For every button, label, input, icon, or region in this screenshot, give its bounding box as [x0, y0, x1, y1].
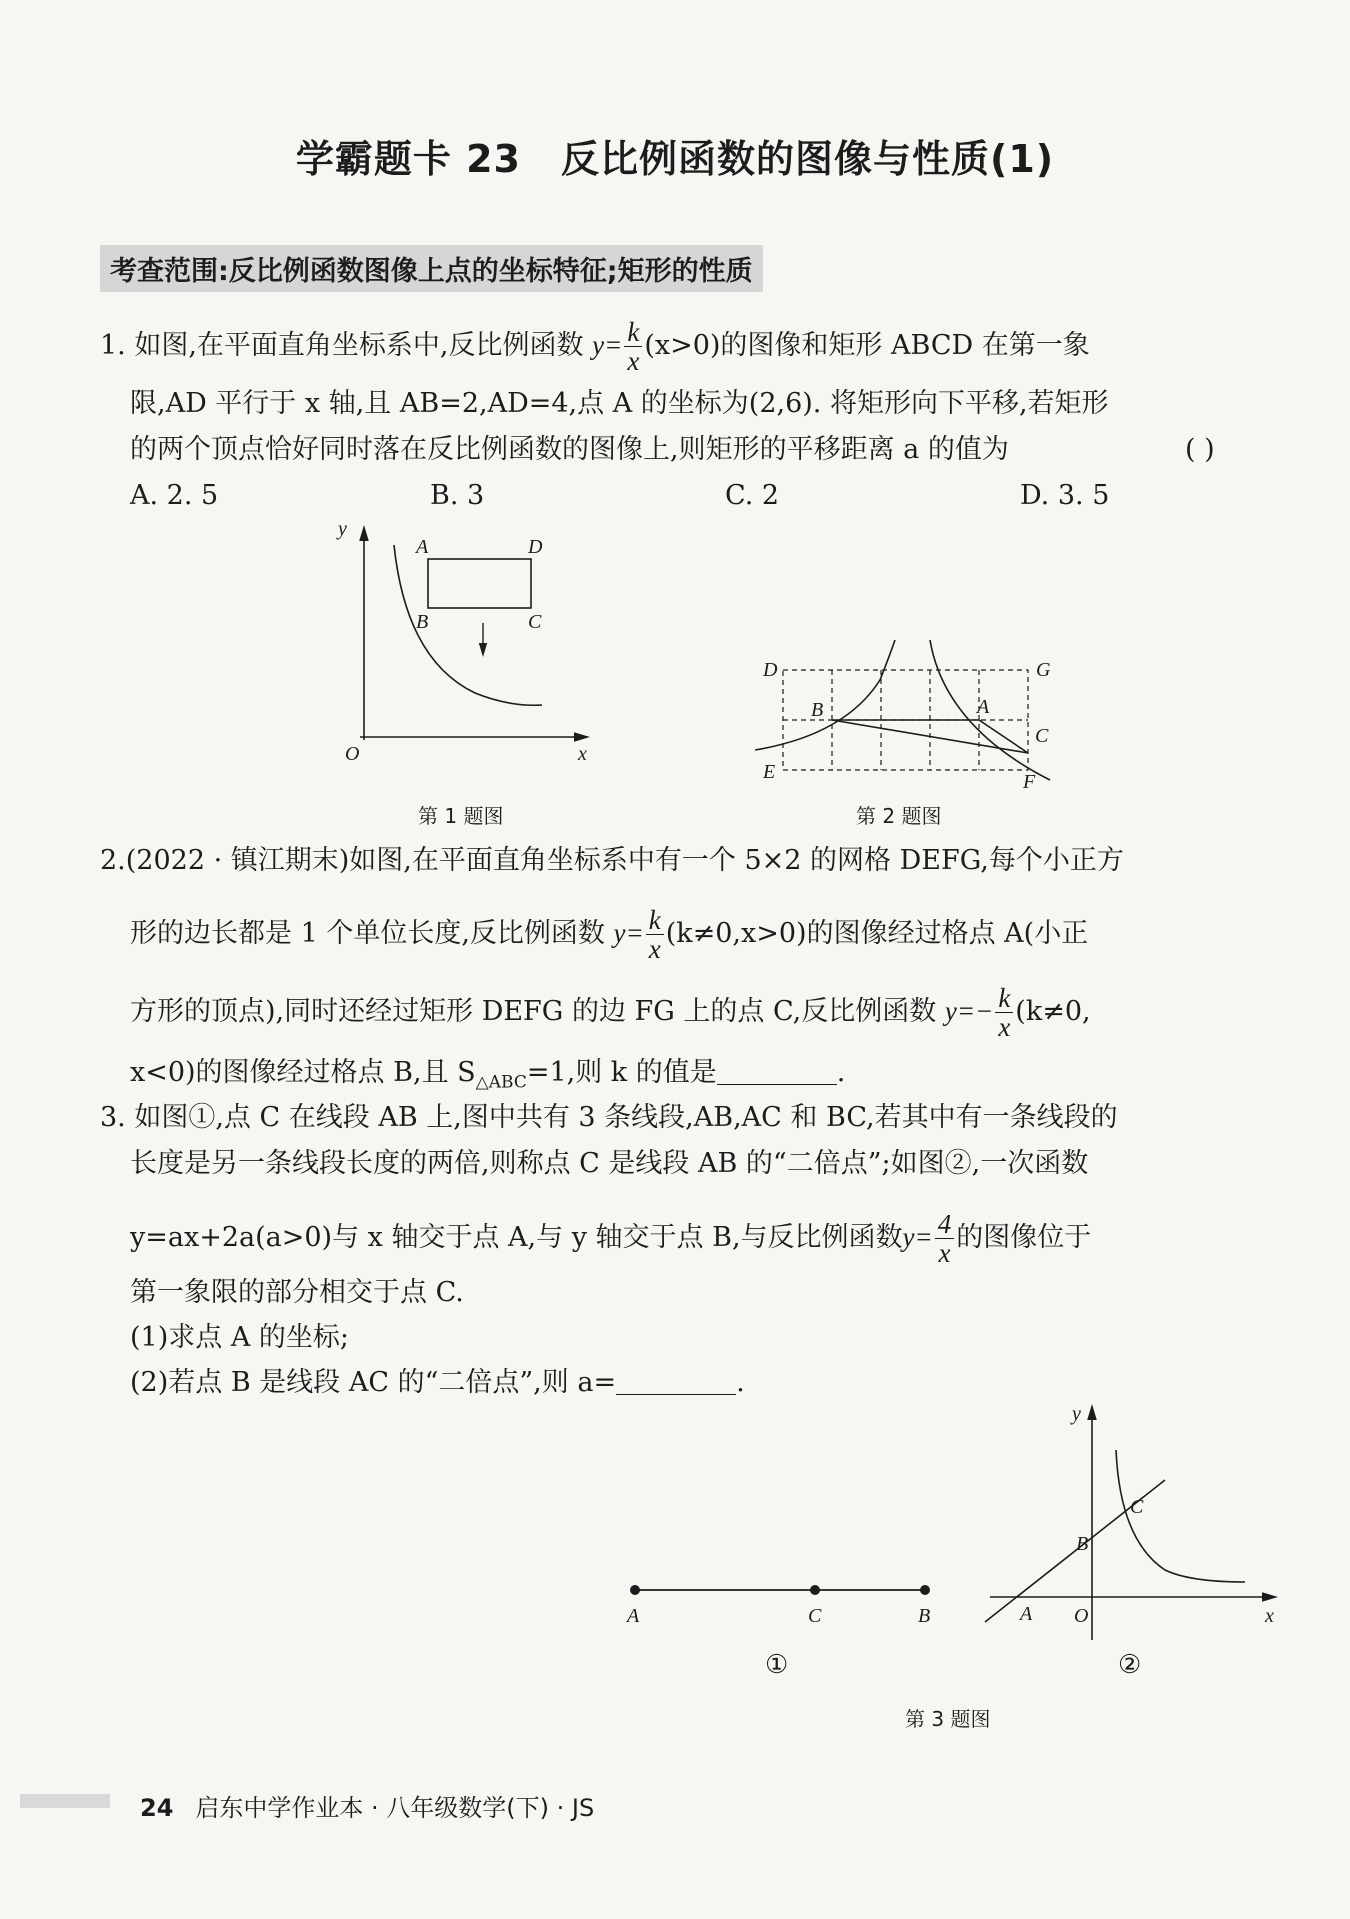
q2-line2: 形的边长都是 1 个单位长度,反比例函数 y= $\frac{k}{x}$ (k≠0,x>0)的图像经过格点 A(小正 [130, 905, 1089, 964]
q1-fraction: $\frac{k}{x}$ [624, 318, 642, 375]
svg-text:C: C [808, 1605, 822, 1627]
q1-answer-bracket: ( ) [1185, 434, 1215, 465]
q1-option-d: D. 3. 5 [1020, 480, 1110, 511]
q1-option-a: A. 2. 5 [130, 480, 219, 511]
svg-text:B: B [416, 611, 429, 633]
page-number: 24 [140, 1794, 174, 1822]
fig3-sub-2: ② [1118, 1650, 1142, 1680]
left-hyperbola [755, 640, 895, 750]
svg-text:B: B [918, 1605, 931, 1627]
q3-part1: (1)求点 A 的坐标; [130, 1322, 350, 1353]
point-a [630, 1585, 640, 1595]
svg-text:O: O [1074, 1605, 1089, 1627]
q1-line3: 的两个顶点恰好同时落在反比例函数的图像上,则矩形的平移距离 a 的值为 [130, 434, 1009, 465]
q3-line3: y=ax+2a(a>0)与 x 轴交于点 A,与 y 轴交于点 B,与反比例函数y= $\frac{4}{x}$ 的图像位于 [130, 1209, 1092, 1268]
svg-text:D: D [763, 659, 778, 681]
svg-text:x: x [1265, 1605, 1274, 1627]
svg-text:C: C [1130, 1496, 1144, 1518]
svg-text:y: y [338, 518, 347, 540]
scope-banner: 考查范围:反比例函数图像上点的坐标特征;矩形的性质 [100, 245, 763, 292]
svg-text:B: B [1076, 1533, 1089, 1555]
right-hyperbola [930, 640, 1050, 780]
svg-text:A: A [416, 536, 429, 558]
page-title [0, 128, 1350, 183]
point-b [920, 1585, 930, 1595]
svg-text:A: A [1020, 1603, 1033, 1625]
q1-line2: 限,AD 平行于 x 轴,且 AB=2,AD=4,点 A 的坐标为(2,6). 将矩形向下平移,若矩形 [130, 388, 1109, 419]
fig3-caption: 第 3 题图 [905, 1707, 991, 1731]
book-title: 启东中学作业本 · 八年级数学(下) · JS [195, 1794, 595, 1822]
q2-line3: 方形的顶点),同时还经过矩形 DEFG 的边 FG 上的点 C,反比例函数 y=− $\frac{k}{x}$ (k≠0, [130, 983, 1091, 1042]
svg-text:D: D [528, 536, 543, 558]
footer [140, 1788, 594, 1823]
svg-text:A: A [627, 1605, 640, 1627]
figure-2 [755, 640, 1065, 790]
fig3-sub-1: ① [765, 1650, 789, 1680]
svg-text:B: B [811, 699, 824, 721]
q2-line4: x<0)的图像经过格点 B,且 $S_{\triangle ABC}=1$,则 k 的值是 . [130, 1057, 846, 1093]
q3-part2: (2)若点 B 是线段 AC 的“二倍点”,则 a= . [130, 1367, 745, 1398]
q3-answer-blank[interactable] [616, 1368, 736, 1395]
q1-line1: 1. 如图,在平面直角坐标系中,反比例函数 y= $\frac{k}{x}$ (x>0)的图像和矩形 ABCD 在第一象 [100, 317, 1090, 376]
q3-line4: 第一象限的部分相交于点 C. [130, 1277, 464, 1308]
q3-line1: 3. 如图①,点 C 在线段 AB 上,图中共有 3 条线段,AB,AC 和 BC,若其中有一条线段的 [100, 1102, 1118, 1133]
segment-ac [979, 720, 1028, 753]
title-left: 学霸题卡 23 [295, 137, 521, 181]
figure-3-graph [980, 1400, 1280, 1640]
figure-1 [320, 515, 620, 775]
svg-text:A: A [977, 696, 990, 718]
q2-answer-blank[interactable] [717, 1058, 837, 1085]
figure-3-segment [615, 1570, 945, 1630]
svg-text:E: E [763, 761, 776, 783]
svg-text:C: C [528, 611, 542, 633]
title-right: 反比例函数的图像与性质(1) [560, 137, 1055, 181]
footer-decoration [20, 1794, 110, 1808]
q3-line2: 长度是另一条线段长度的两倍,则称点 C 是线段 AB 的“二倍点”;如图②,一次函数 [130, 1148, 1089, 1179]
fig2-caption: 第 2 题图 [856, 804, 942, 828]
svg-text:O: O [345, 743, 360, 765]
q1-option-b: B. 3 [430, 480, 485, 511]
svg-text:C: C [1035, 725, 1049, 747]
svg-text:G: G [1036, 659, 1051, 681]
q2-line1: 2.(2022 · 镇江期末)如图,在平面直角坐标系中有一个 5×2 的网格 DEFG,每个小正方 [100, 845, 1124, 876]
fig1-caption: 第 1 题图 [418, 804, 504, 828]
q1-option-c: C. 2 [725, 480, 780, 511]
svg-text:x: x [578, 743, 587, 765]
svg-text:y: y [1072, 1403, 1081, 1425]
point-c [810, 1585, 820, 1595]
svg-text:F: F [1023, 771, 1036, 790]
rectangle-abcd [428, 559, 531, 608]
